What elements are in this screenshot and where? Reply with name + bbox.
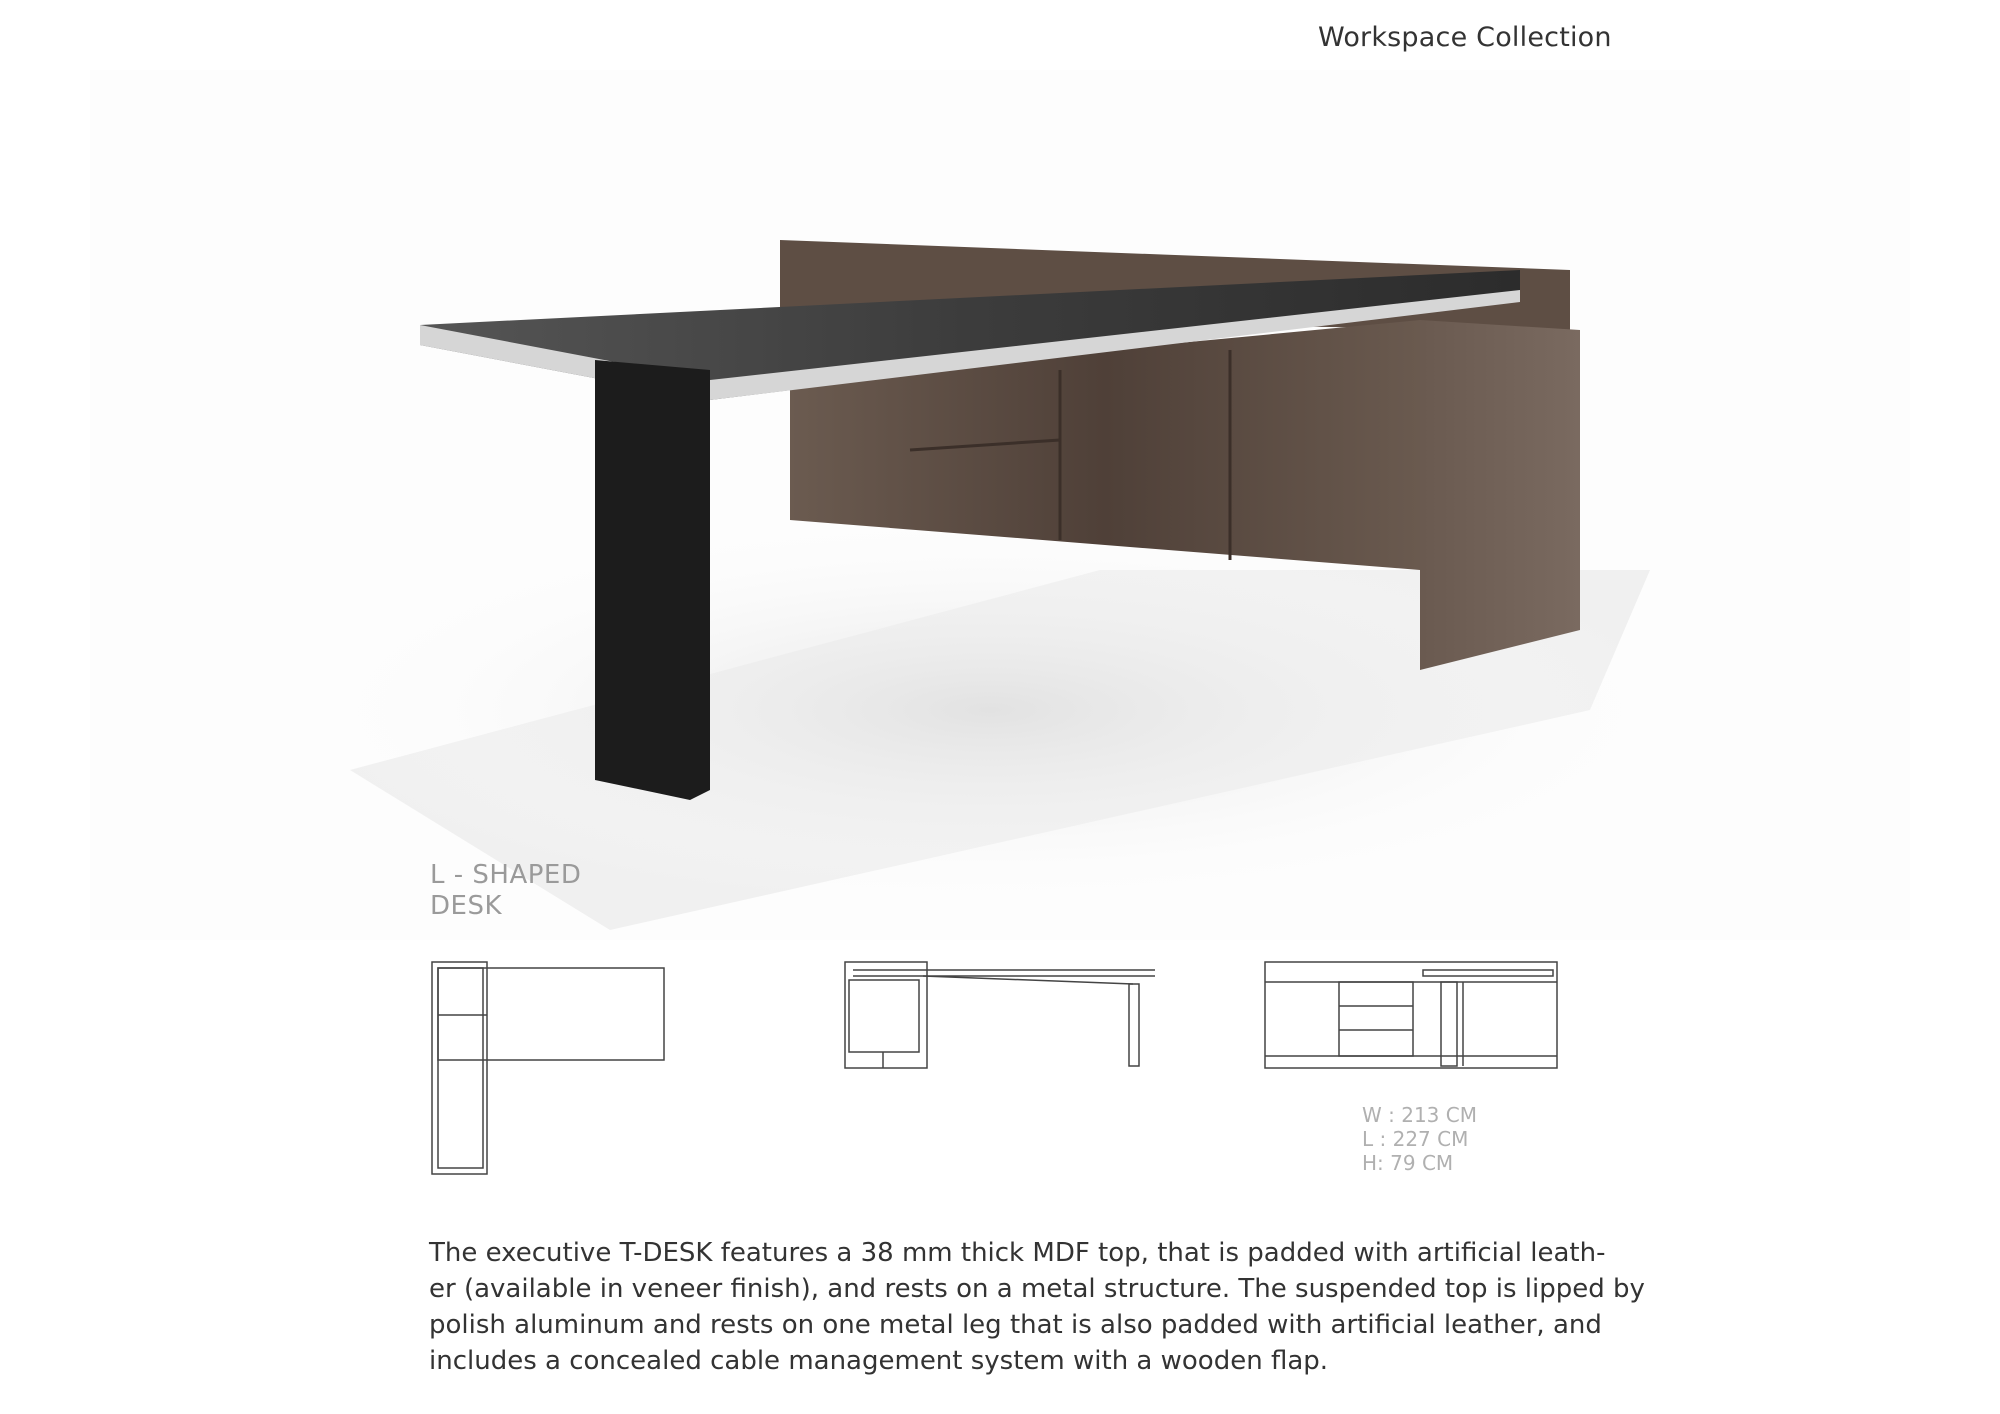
top-view-drawing xyxy=(430,960,666,1178)
page-title: Workspace Collection xyxy=(1318,22,1612,53)
product-name xyxy=(430,860,581,922)
product-name-line2: DESK xyxy=(430,891,503,921)
dimensions-list xyxy=(1362,1103,1477,1175)
dimension-length: L : 227 CM xyxy=(1362,1127,1469,1151)
description-line: er (available in veneer finish), and rests on a metal structure. The suspended top is lipped by xyxy=(429,1274,1645,1304)
back-view-drawing xyxy=(1263,960,1559,1070)
description-line: polish aluminum and rests on one metal leg that is also padded with artificial leather, and xyxy=(429,1310,1602,1340)
dimension-width: W : 213 CM xyxy=(1362,1103,1477,1127)
front-view-outline xyxy=(843,960,1159,1070)
product-image xyxy=(90,70,1910,940)
desk-illustration xyxy=(90,70,1910,940)
product-name-line1: L - SHAPED xyxy=(430,860,582,890)
metal-leg xyxy=(595,360,710,800)
cabinet-side xyxy=(1420,320,1580,670)
product-description xyxy=(429,1235,1645,1379)
description-line: The executive T-DESK features a 38 mm thick MDF top, that is padded with artificial leath- xyxy=(429,1238,1606,1268)
dimension-height: H: 79 CM xyxy=(1362,1151,1454,1175)
top-view-outline xyxy=(430,960,666,1178)
front-view-drawing xyxy=(843,960,1159,1070)
description-line: includes a concealed cable management system with a wooden flap. xyxy=(429,1346,1329,1376)
back-view-outline xyxy=(1263,960,1559,1070)
